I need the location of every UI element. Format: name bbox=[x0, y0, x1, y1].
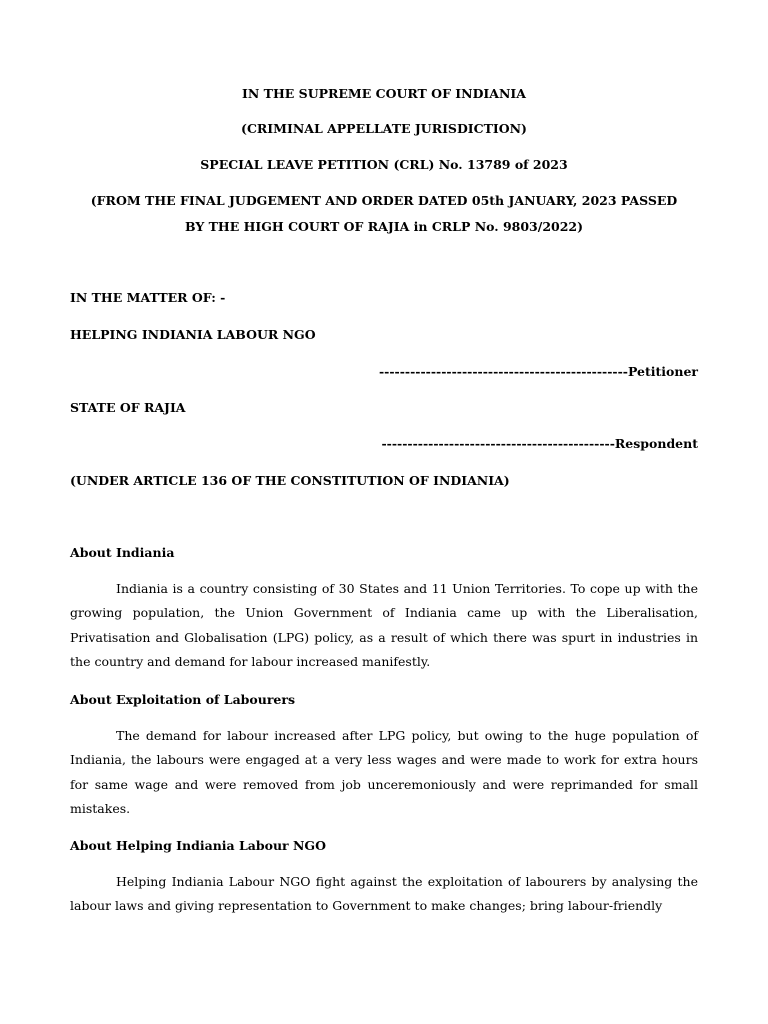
section-paragraph: Indiania is a country consisting of 30 States and 11 Union Territories. To cope up with the growing population, the Union Government of Indiania came up with the Liberalisation, Privatisation and Globalisation (LPG) policy, as a result of which there was spurt in industries in the country and demand for labour increased manifestly. bbox=[70, 581, 698, 669]
jurisdiction: (CRIMINAL APPELLATE JURISDICTION) bbox=[241, 121, 527, 136]
respondent-name: STATE OF RAJIA bbox=[70, 400, 186, 415]
petitioner-name: HELPING INDIANIA LABOUR NGO bbox=[70, 327, 316, 342]
section-heading: About Helping Indiania Labour NGO bbox=[70, 838, 326, 853]
section-heading: About Indiania bbox=[70, 545, 175, 560]
section-paragraph: The demand for labour increased after LPG policy, but owing to the huge population of Indiania, the labours were engaged at a very less wages and were made to work for extra hours for same wage and were removed from job unceremoniously and were reprimanded for small mistakes. bbox=[70, 728, 698, 816]
judgement-line-1: (FROM THE FINAL JUDGEMENT AND ORDER DATED 05th JANUARY, 2023 PASSED bbox=[90, 193, 678, 208]
section-heading: About Exploitation of Labourers bbox=[70, 692, 295, 707]
court-title: IN THE SUPREME COURT OF INDIANIA bbox=[242, 86, 526, 101]
petitioner-role: ------------------------------------------------Petitioner bbox=[378, 364, 698, 379]
respondent-role: ---------------------------------------------Respondent bbox=[381, 436, 698, 451]
petition-number: SPECIAL LEAVE PETITION (CRL) No. 13789 of 2023 bbox=[200, 157, 568, 172]
section-paragraph: Helping Indiania Labour NGO fight against the exploitation of labourers by analysing the labour laws and giving representation to Government to make changes; bring labour-friendly bbox=[70, 874, 698, 914]
matter-label: IN THE MATTER OF: - bbox=[70, 290, 226, 305]
under-article: (UNDER ARTICLE 136 OF THE CONSTITUTION OF INDIANIA) bbox=[70, 473, 510, 488]
judgement-line-2: BY THE HIGH COURT OF RAJIA in CRLP No. 9803/2022) bbox=[184, 219, 584, 234]
